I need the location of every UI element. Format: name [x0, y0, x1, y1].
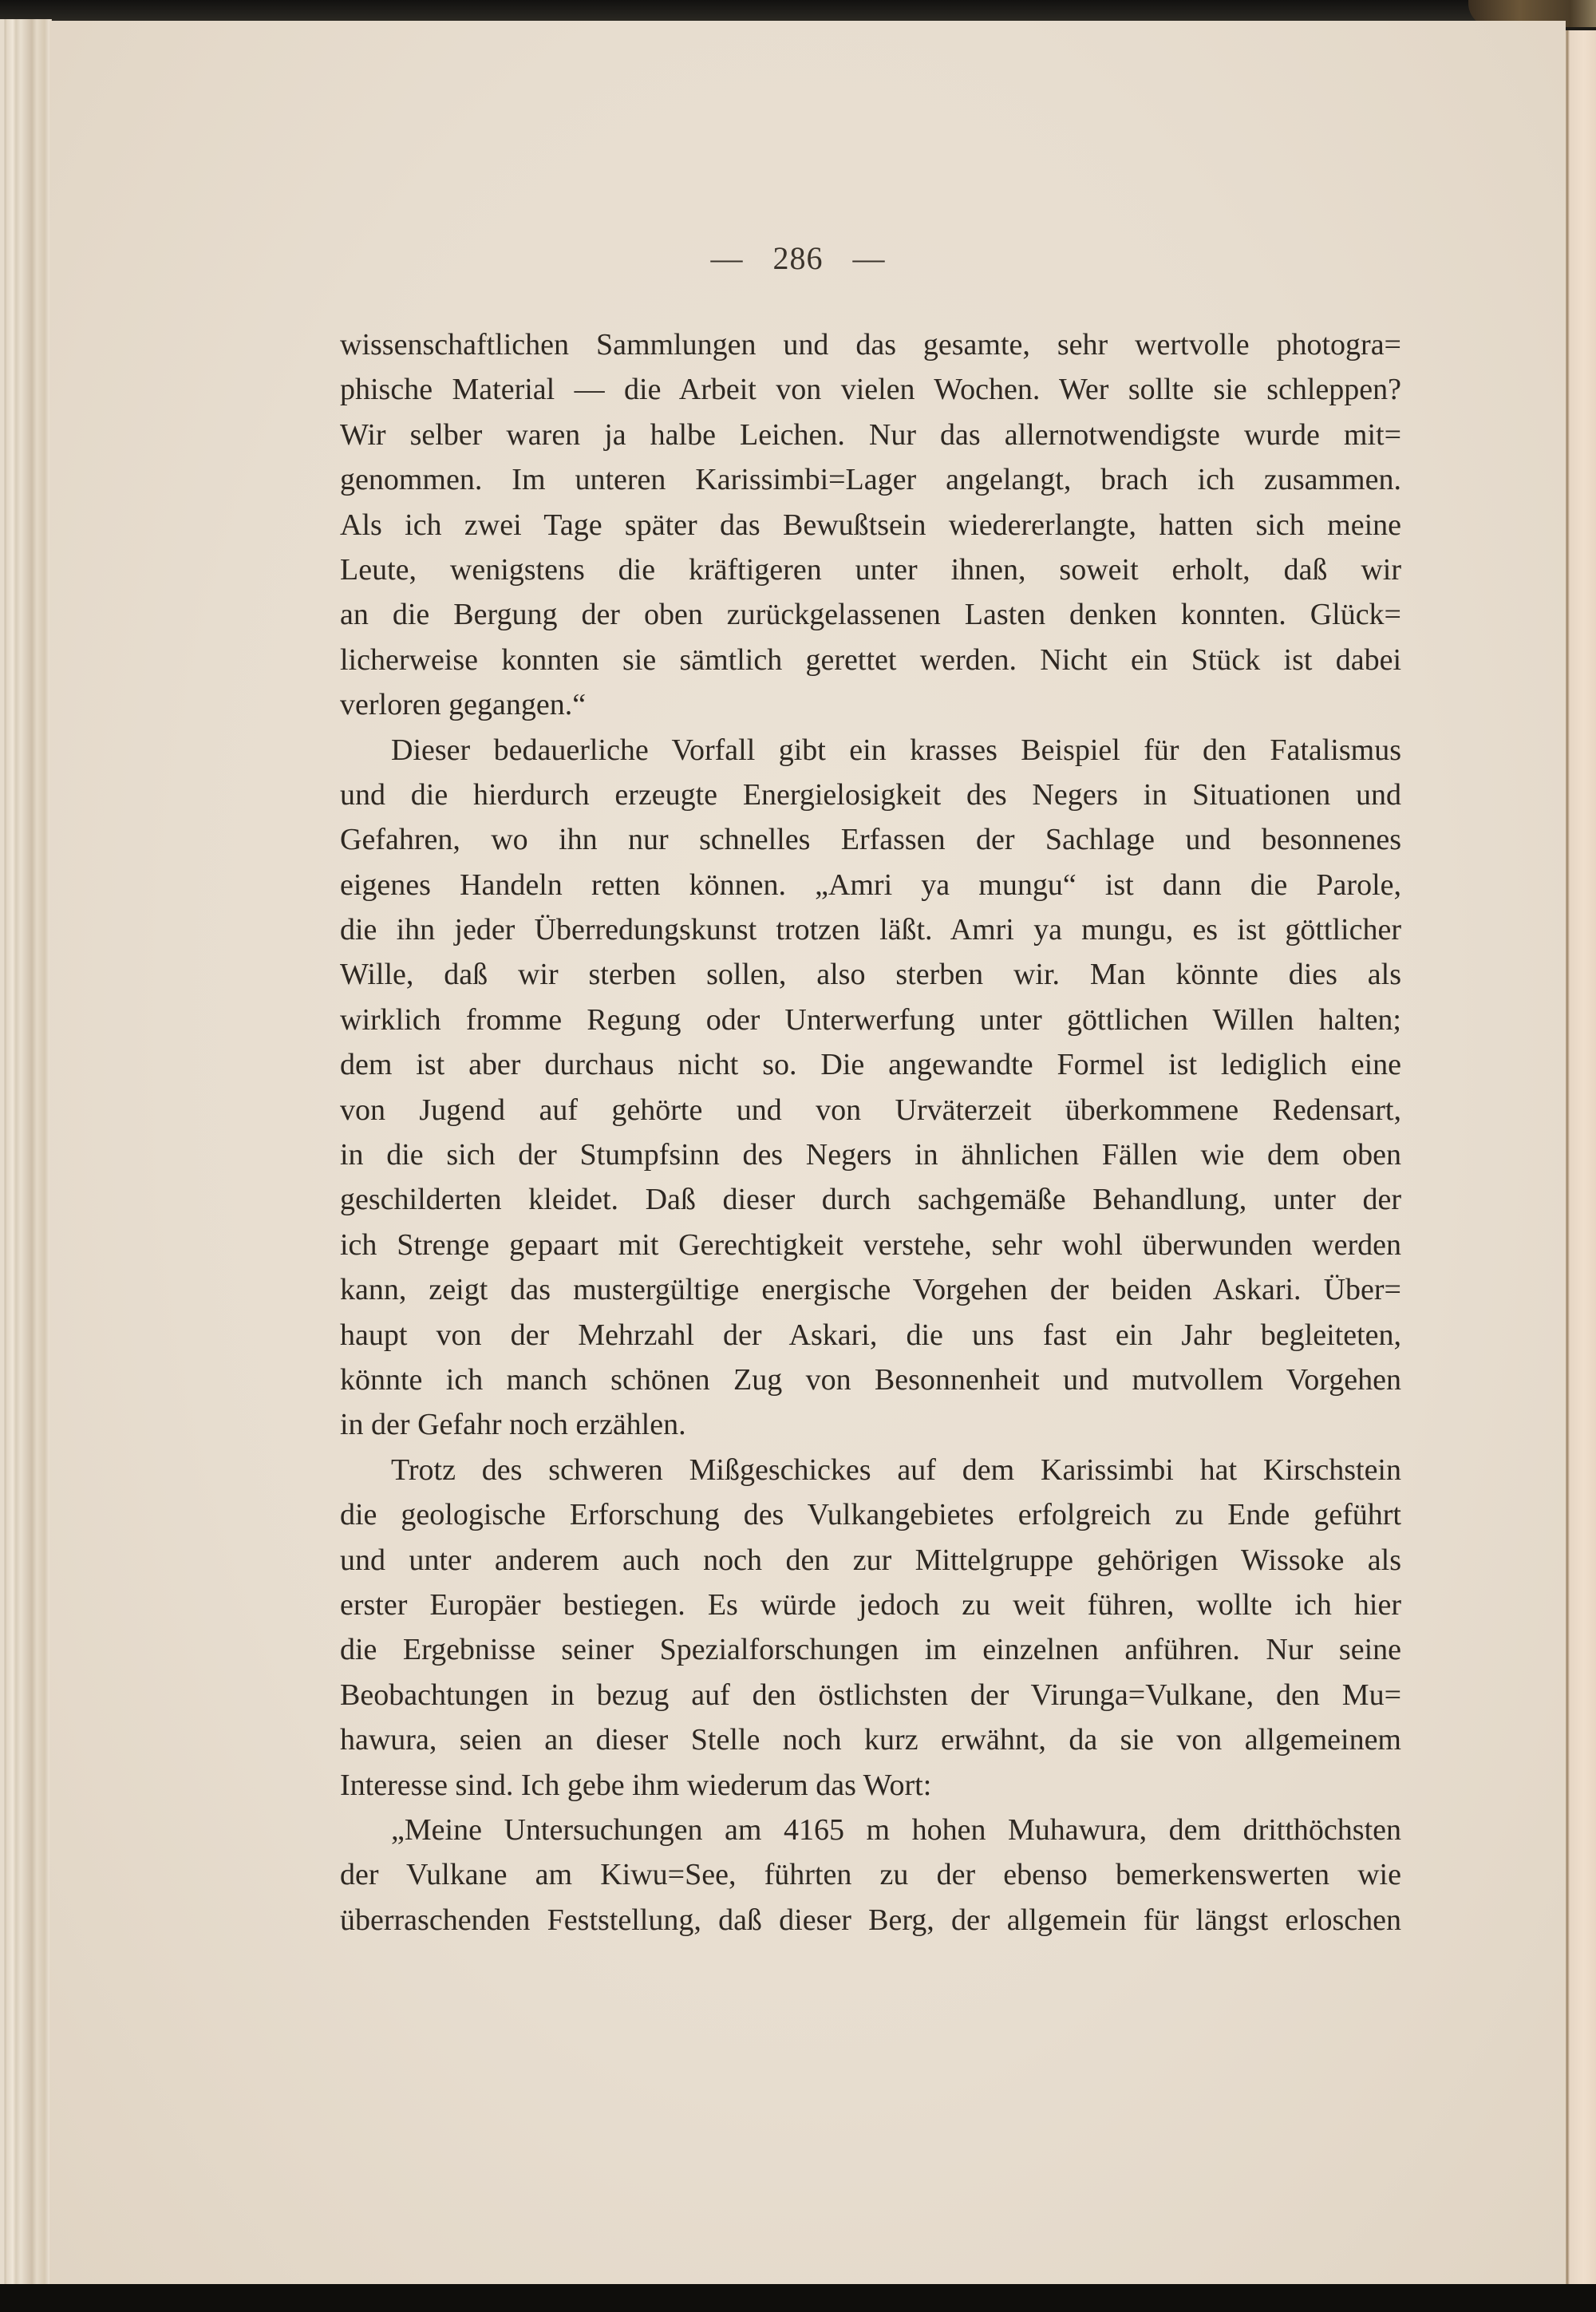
- text-line: an die Bergung der oben zurückgelassenen Lasten denken konnten. Glück=: [340, 598, 1401, 632]
- text-line: Als ich zwei Tage später das Bewußtsein wiedererlangte, hatten sich meine: [340, 508, 1401, 542]
- text-line: hawura, seien an dieser Stelle noch kurz erwähnt, da sie von allgemeinem: [340, 1723, 1401, 1757]
- text-line: erster Europäer bestiegen. Es würde jedoch zu weit führen, wollte ich hier: [340, 1587, 1401, 1622]
- text-line: haupt von der Mehrzahl der Askari, die uns fast ein Jahr begleiteten,: [340, 1318, 1401, 1352]
- text-line: „Meine Untersuchungen am 4165 m hohen Muhawura, dem dritthöchsten: [391, 1812, 1401, 1847]
- text-line: ich Strenge gepaart mit Gerechtigkeit verstehe, sehr wohl überwunden werden: [340, 1227, 1401, 1262]
- text-line: und unter anderem auch noch den zur Mittelgruppe gehörigen Wissoke als: [340, 1543, 1401, 1577]
- text-line: wissenschaftlichen Sammlungen und das gesamte, sehr wertvolle photogra=: [340, 328, 1401, 362]
- text-line: in der Gefahr noch erzählen.: [340, 1408, 686, 1442]
- text-line: in die sich der Stumpfsinn des Negers in ähnlichen Fällen wie dem oben: [340, 1138, 1401, 1172]
- text-line: geschilderten kleidet. Daß dieser durch sachgemäße Behandlung, unter der: [340, 1183, 1401, 1217]
- text-line: dem ist aber durchaus nicht so. Die angewandte Formel ist lediglich eine: [340, 1048, 1401, 1082]
- page-stack-edges: [0, 19, 52, 2286]
- text-line: überraschenden Feststellung, daß dieser Berg, der allgemein für längst erloschen: [340, 1903, 1401, 1937]
- scan-bottom-edge: [0, 2284, 1596, 2312]
- text-line: wirklich fromme Regung oder Unterwerfung unter göttlichen Willen halten;: [340, 1002, 1401, 1037]
- text-line: genommen. Im unteren Karissimbi=Lager angelangt, brach ich zusammen.: [340, 463, 1401, 497]
- page-number: 286: [772, 240, 824, 276]
- text-line: phische Material — die Arbeit von vielen Wochen. Wer sollte sie schleppen?: [340, 373, 1401, 407]
- text-line: Leute, wenigstens die kräftigeren unter ihnen, soweit erholt, daß wir: [340, 552, 1401, 587]
- text-line: Gefahren, wo ihn nur schnelles Erfassen der Sachlage und besonnenes: [340, 823, 1401, 857]
- text-line: die Ergebnisse seiner Spezialforschungen im einzelnen anführen. Nur seine: [340, 1633, 1401, 1667]
- page-number-dash-right: —: [852, 240, 886, 276]
- text-line: Trotz des schweren Mißgeschickes auf dem Karissimbi hat Kirschstein: [391, 1452, 1401, 1487]
- text-line: eigenes Handeln retten können. „Amri ya mungu“ ist dann die Parole,: [340, 867, 1401, 902]
- text-line: Wir selber waren ja halbe Leichen. Nur das allernotwendigste wurde mit=: [340, 417, 1401, 452]
- text-line: verloren gegangen.“: [340, 688, 587, 722]
- body-text: [340, 322, 1401, 1942]
- text-line: die ihn jeder Überredungskunst trotzen läßt. Amri ya mungu, es ist göttlicher: [340, 913, 1401, 947]
- text-line: und die hierdurch erzeugte Energielosigkeit des Negers in Situationen und: [340, 777, 1401, 812]
- text-line: die geologische Erforschung des Vulkangebietes erfolgreich zu Ende geführt: [340, 1498, 1401, 1532]
- page-number-dash-left: —: [710, 240, 744, 276]
- text-line: Wille, daß wir sterben sollen, also sterben wir. Man könnte dies als: [340, 958, 1401, 992]
- text-line: licherweise konnten sie sämtlich gerettet werden. Nicht ein Stück ist dabei: [340, 642, 1401, 677]
- page-number-header: [0, 239, 1596, 277]
- text-line: von Jugend auf gehörte und von Urväterzeit überkommene Redensart,: [340, 1093, 1401, 1127]
- text-line: könnte ich manch schönen Zug von Besonnenheit und mutvollem Vorgehen: [340, 1362, 1401, 1397]
- scan-top-edge: [0, 0, 1596, 21]
- page-gutter: [1566, 30, 1596, 2286]
- text-line: Dieser bedauerliche Vorfall gibt ein krasses Beispiel für den Fatalismus: [391, 733, 1401, 767]
- text-line: der Vulkane am Kiwu=See, führten zu der ebenso bemerkenswerten wie: [340, 1858, 1401, 1892]
- text-line: Interesse sind. Ich gebe ihm wiederum das Wort:: [340, 1768, 932, 1802]
- text-line: Beobachtungen in bezug auf den östlichsten der Virunga=Vulkane, den Mu=: [340, 1678, 1401, 1712]
- text-line: kann, zeigt das mustergültige energische Vorgehen der beiden Askari. Über=: [340, 1273, 1401, 1307]
